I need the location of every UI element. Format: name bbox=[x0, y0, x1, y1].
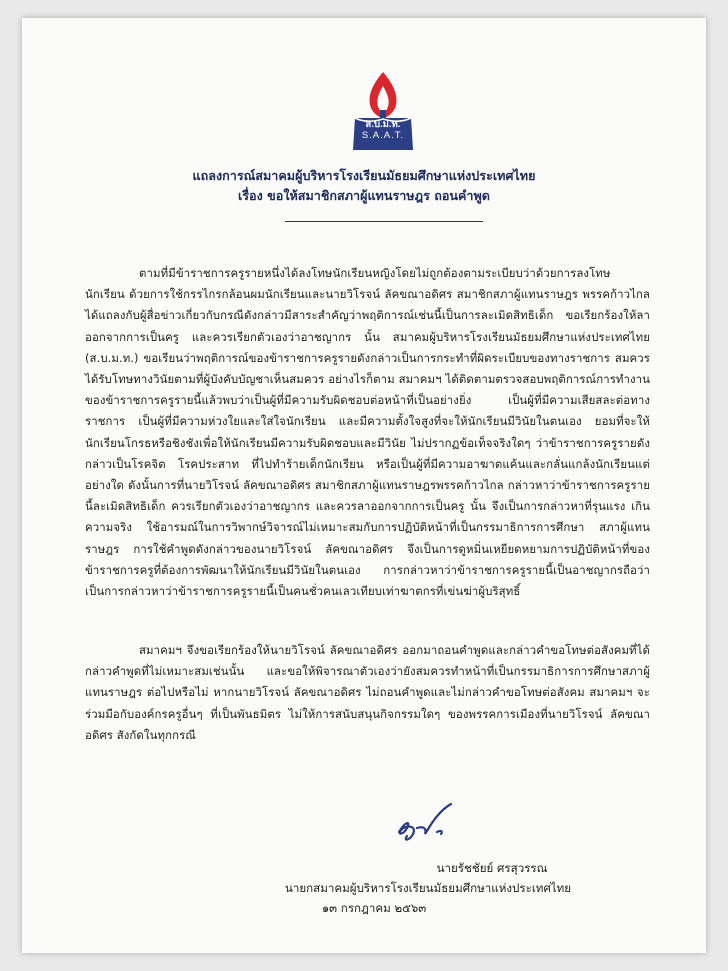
logo-abbreviation-thai: ส.บ.ม.ท. bbox=[365, 119, 401, 130]
letter-page bbox=[22, 18, 706, 953]
statement-subject: เรื่อง ขอให้สมาชิกสภาผู้แทนราษฎร ถอนคำพูด bbox=[237, 188, 490, 203]
signer-name: นายรัชชัยย์ ศรสุวรรณ bbox=[436, 861, 548, 875]
statement-title: แถลงการณ์สมาคมผู้บริหารโรงเรียนมัธยมศึกษาแห่งประเทศไทย bbox=[192, 168, 536, 183]
signer-position: นายกสมาคมผู้บริหารโรงเรียนมัธยมศึกษาแห่งประเทศไทย bbox=[284, 881, 572, 895]
association-logo bbox=[337, 70, 429, 152]
statement-date: ๑๓ กรกฎาคม ๒๕๖๓ bbox=[321, 901, 427, 915]
paragraph-1-text: ตามที่มีข้าราชการครูรายหนึ่งได้ลงโทษนักเรียนหญิงโดยไม่ถูกต้องตามระเบียบว่าด้วยการลงโทษนักเรียน ด้วยการใช้กรรไกรกล้อนผมนักเรียนและนายวิโรจน์ ลัคขณาอดิศร สมาชิกสภาผู้แทนราษฎร พรรคก้าวไกล ได้แถลงกับผู้สื่อข่าวเกี่ยวกับกรณีดังกล่าวมีสาระสำคัญว่าพฤติการณ์เช่นนี้เป็นการละเมิดสิทธิเด็ก ขอเรียกร้องให้ลาออกจากการเป็นครู และควรเรียกตัวเองว่าอาชญากร นั้น สมาคมผู้บริหารโรงเรียนมัธยมศึกษาแห่งประเทศไทย (ส.บ.ม.ท.) ขอเรียนว่าพฤติการณ์ของข้าราชการครูรายดังกล่าวเป็นการกระทำที่ผิดระเบียบของทางราชการ สมควรได้รับโทษทางวินัยตามที่ผู้บังคับบัญชาเห็นสมควร อย่างไรก็ตาม สมาคมฯ ได้ติดตามตรวจสอบพฤติการณ์การทำงานของข้าราชการครูรายนี้แล้วพบว่าเป็นผู้ที่มีความรับผิดชอบต่อหน้าที่เป็นอย่างยิ่ง เป็นผู้ที่มีความเสียสละต่อทางราชการ เป็นผู้ที่มีความห่วงใยและใส่ใจนักเรียน และมีความตั้งใจสูงที่จะให้นักเรียนมีวินัยในตนเอง ยอมที่จะให้นักเรียนโกรธหรือชิงชังเพื่อให้นักเรียนมีความรับผิดชอบและมีวินัย ไม่ปรากฏข้อเท็จจริงใดๆ ว่าข้าราชการครูรายดังกล่าวเป็นโรคจิต โรคประสาท ที่ไปทำร้ายเด็กนักเรียน หรือเป็นผู้ที่มีความอาฆาตแค้นและกลั่นแกล้งนักเรียนแต่อย่างใด ดังนั้นการที่นายวิโรจน์ ลัคขณาอดิศร สมาชิกสภาผู้แทนราษฎรพรรคก้าวไกล กล่าวหาว่าข้าราชการครูรายนี้ละเมิดสิทธิเด็ก ควรเรียกตัวเองว่าอาชญากร และควรลาออกจากการเป็นครู นั้น จึงเป็นการกล่าวหาที่รุนแรง เกินความจริง ใช้อารมณ์ในการวิพากษ์วิจารณ์ไม่เหมาะสมกับการปฏิบัติหน้าที่เป็นกรรมาธิการการศึกษา สภาผู้แทนราษฎร การใช้คำพูดดังกล่าวของนายวิโรจน์ ลัคขณาอดิศร จึงเป็นการดูหมิ่นเหยียดหยามการปฏิบัติหน้าที่ของข้าราชการครูที่ต้องการพัฒนาให้นักเรียนมีวินัยในตนเอง การกล่าวหาว่าข้าราชการครูรายนี้เป็นอาชญากรถือว่าเป็นการกล่าวหาว่าข้าราชการครูรายนี้เป็นคนชั่วคนเลวเทียบเท่าฆาตกรที่เข่นฆ่าผู้บริสุทธิ์ bbox=[85, 266, 650, 599]
paragraph-2-text: สมาคมฯ จึงขอเรียกร้องให้นายวิโรจน์ ลัคขณาอดิศร ออกมาถอนคำพูดและกล่าวคำขอโทษต่อสังคมที่ได้กล่าวคำพูดที่ไม่เหมาะสมเช่นนั้น และขอให้พิจารณาตัวเองว่ายังสมควรทำหน้าที่เป็นกรรมาธิการการศึกษาสภาผู้แทนราษฎร ต่อไปหรือไม่ หากนายวิโรจน์ ลัคขณาอดิศร ไม่ถอนคำพูดและไม่กล่าวคำขอโทษต่อสังคม สมาคมฯ จะร่วมมือกับองค์กรครูอื่นๆ ที่เป็นพันธมิตร ไม่ให้การสนับสนุนกิจกรรมใดๆ ของพรรคการเมืองที่นายวิโรจน์ ลัคขณาอดิศร สังกัดในทุกกรณี bbox=[85, 643, 650, 742]
logo-abbreviation-english: S.A.A.T. bbox=[361, 130, 405, 141]
body-paragraph-1 bbox=[85, 263, 650, 602]
handwritten-signature-icon bbox=[377, 798, 487, 848]
title-divider bbox=[285, 221, 483, 222]
body-paragraph-2 bbox=[85, 640, 650, 746]
